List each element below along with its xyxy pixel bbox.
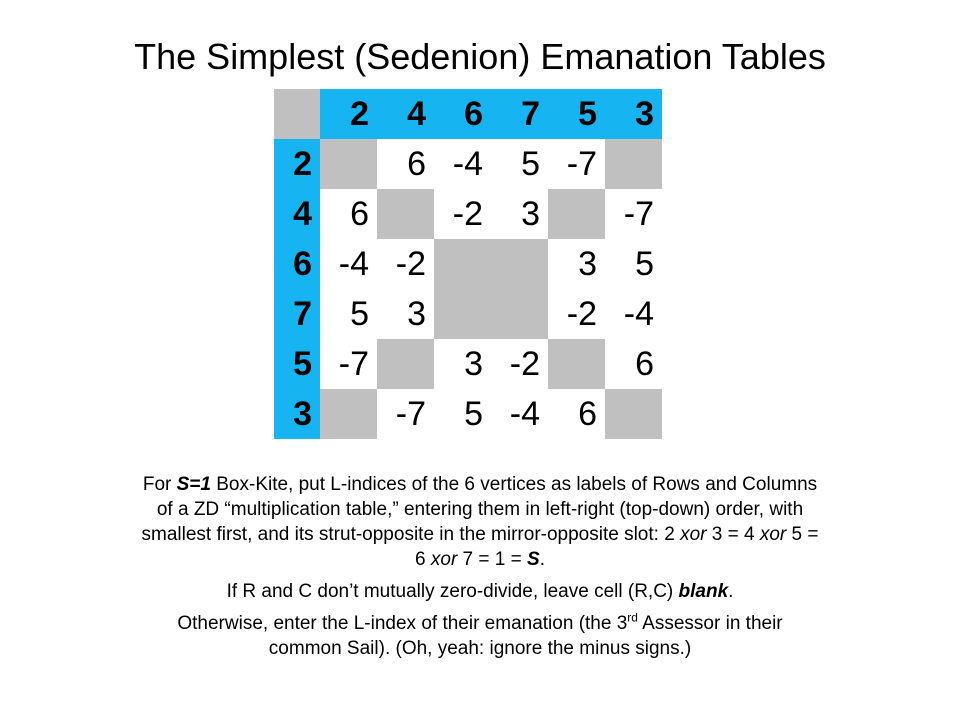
column-header: 2 — [320, 89, 377, 139]
row-header: 2 — [274, 139, 320, 189]
description-paragraph-2: If R and C don’t mutually zero-divide, leave cell (R,C) blank. — [226, 581, 734, 602]
table-cell: -7 — [338, 345, 369, 383]
blank-cell — [548, 189, 605, 239]
blank-cell — [491, 289, 548, 339]
blank-cell — [434, 289, 491, 339]
table-cell: -2 — [566, 295, 597, 333]
table-cell: -7 — [566, 145, 597, 183]
table-cell: 6 — [635, 345, 654, 383]
table-corner — [274, 89, 320, 139]
table-cell: 5 — [635, 245, 654, 283]
description — [140, 472, 820, 661]
table-cell: 5 — [521, 145, 540, 183]
description-paragraph-3: Otherwise, enter the L-index of their emanation (the 3rd Assessor in their common Sail). (Oh, yeah: ignore the minus signs.) — [177, 610, 783, 659]
column-header: 4 — [377, 89, 434, 139]
blank-cell — [320, 139, 377, 189]
row-header: 6 — [274, 239, 320, 289]
blank-cell — [491, 239, 548, 289]
table-cell: -4 — [338, 245, 369, 283]
table-cell: -2 — [395, 245, 426, 283]
column-header: 5 — [548, 89, 605, 139]
table-cell: -4 — [452, 145, 483, 183]
blank-cell — [605, 389, 662, 439]
blank-cell — [377, 189, 434, 239]
table-cell: 5 — [350, 295, 369, 333]
row-header: 3 — [274, 389, 320, 439]
column-header: 6 — [434, 89, 491, 139]
blank-cell — [548, 339, 605, 389]
table-cell: -2 — [509, 345, 540, 383]
blank-cell — [320, 389, 377, 439]
blank-cell — [434, 239, 491, 289]
table-cell: 3 — [464, 345, 483, 383]
table-cell: -7 — [395, 395, 426, 433]
description-paragraph-1: For S=1 Box-Kite, put L-indices of the 6 vertices as labels of Rows and Columns of a ZD “multiplication table,” entering them in left-right (top-down) order, with smallest first, and its strut-opposite in the mirror-opposite slot: 2 xor 3 = 4 xor 5 = 6 xor 7 = 1 = S. — [141, 474, 819, 570]
row-header: 5 — [274, 339, 320, 389]
page-title: The Simplest (Sedenion) Emanation Tables — [134, 36, 826, 77]
table-cell: 6 — [350, 195, 369, 233]
table-cell: 6 — [407, 145, 426, 183]
table-cell: -4 — [509, 395, 540, 433]
table-cell: 3 — [578, 245, 597, 283]
blank-cell — [605, 139, 662, 189]
column-header: 7 — [491, 89, 548, 139]
row-header: 7 — [274, 289, 320, 339]
table-cell: 3 — [407, 295, 426, 333]
table-cell: 3 — [521, 195, 540, 233]
column-header: 3 — [605, 89, 662, 139]
table-cell: -4 — [623, 295, 654, 333]
emanation-table — [274, 89, 662, 439]
blank-cell — [377, 339, 434, 389]
row-header: 4 — [274, 189, 320, 239]
table-cell: -2 — [452, 195, 483, 233]
table-cell: 6 — [578, 395, 597, 433]
table-cell: -7 — [623, 195, 654, 233]
s-value: S=1 — [176, 474, 211, 495]
table-cell: 5 — [464, 395, 483, 433]
